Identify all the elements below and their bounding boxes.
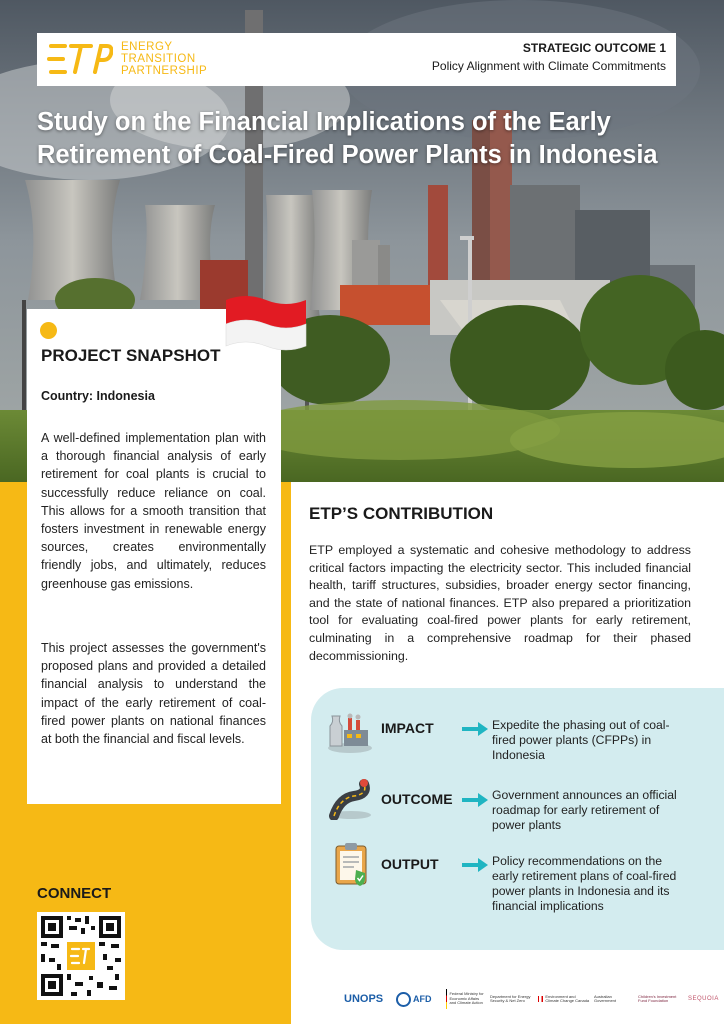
- arrow-right-icon: [462, 722, 488, 736]
- qr-code-icon: [37, 912, 125, 1000]
- connect-label: CONNECT: [37, 885, 112, 902]
- unops-logo: UNOPS: [344, 993, 384, 1005]
- snapshot-country: Country: Indonesia: [41, 389, 155, 403]
- strategic-outcome-subtitle: Policy Alignment with Climate Commitments: [431, 59, 666, 73]
- output-text: Policy recommendations on the early retirement plans of coal-fired power plants in Indonesia and its financial implications: [492, 854, 677, 913]
- arrow-right-icon: [462, 793, 488, 807]
- snapshot-heading: PROJECT SNAPSHOT: [41, 346, 221, 365]
- impact-label: IMPACT: [381, 720, 434, 736]
- bmwk-logo: Federal Ministry for Economic Affairs and Climate Action: [446, 985, 486, 1013]
- afd-logo: AFD: [396, 985, 432, 1013]
- snapshot-paragraph-2: This project assesses the government's proposed plans and provided a detailed financial analysis to understand the impact of the early retirement of coal-fired power plants on national finances at both the financial and fiscal levels.: [41, 641, 266, 747]
- australian-government-logo: Australian Government: [594, 993, 617, 1003]
- indonesia-flag-icon: [222, 292, 310, 354]
- afd-circle-icon: [396, 992, 411, 1007]
- canada-flag-icon: [538, 996, 543, 1002]
- german-flag-icon: [446, 989, 447, 1009]
- outcome-text: Government announces an official roadmap for early retirement of power plants: [492, 788, 677, 832]
- eccc-logo: Environment and Climate Change Canada: [538, 985, 590, 1013]
- arrow-right-icon: [462, 858, 488, 872]
- road-icon: [328, 778, 374, 820]
- ciff-logo: Children's Investment Fund Foundation: [638, 993, 677, 1003]
- qr-code[interactable]: [37, 912, 125, 1000]
- outcome-label: OUTCOME: [381, 791, 453, 807]
- strategic-outcome-title: STRATEGIC OUTCOME 1: [522, 41, 666, 55]
- clipboard-icon: [332, 842, 372, 888]
- project-snapshot-card: [27, 309, 281, 804]
- partner-logos: [344, 985, 719, 1013]
- snapshot-paragraph-1: A well-defined implementation plan with a thorough financial analysis of early retirement for coal plants is crucial to successfully reduce reliance on coal. This allows for a smooth transition that fosters investment in renewable energy sources, creates environmentally friendly jobs, and ultimately, reduces greenhouse gas emissions.: [41, 431, 266, 591]
- desnz-logo: Department for Energy Security & Net Zero: [490, 993, 531, 1003]
- etp-logo-text: ENERGY TRANSITION PARTNERSHIP: [121, 41, 208, 77]
- header-bar: [37, 33, 676, 86]
- snapshot-dot-icon: [40, 322, 57, 339]
- contribution-heading: ETP’S CONTRIBUTION: [309, 504, 494, 523]
- impact-text: Expedite the phasing out of coal-fired power plants (CFPPs) in Indonesia: [492, 718, 670, 762]
- contribution-body: ETP employed a systematic and cohesive methodology to address critical factors impacting the electricity sector. This included financial health, tariff structures, subsidies, broader energy sector financing, and the state of national finances. ETP also prepared a prioritization tool for evaluating coal-fired power plants for early retirement, culminating in a comprehensive roadmap for their phased decommissioning.: [309, 543, 691, 663]
- factory-icon: [326, 712, 374, 754]
- etp-logo-icon: [47, 40, 113, 78]
- output-label: OUTPUT: [381, 856, 439, 872]
- sequoia-logo: SEQUOIA: [688, 996, 719, 1002]
- page-title: Study on the Financial Implications of the Early Retirement of Coal-Fired Power Plants in Indonesia: [37, 108, 658, 169]
